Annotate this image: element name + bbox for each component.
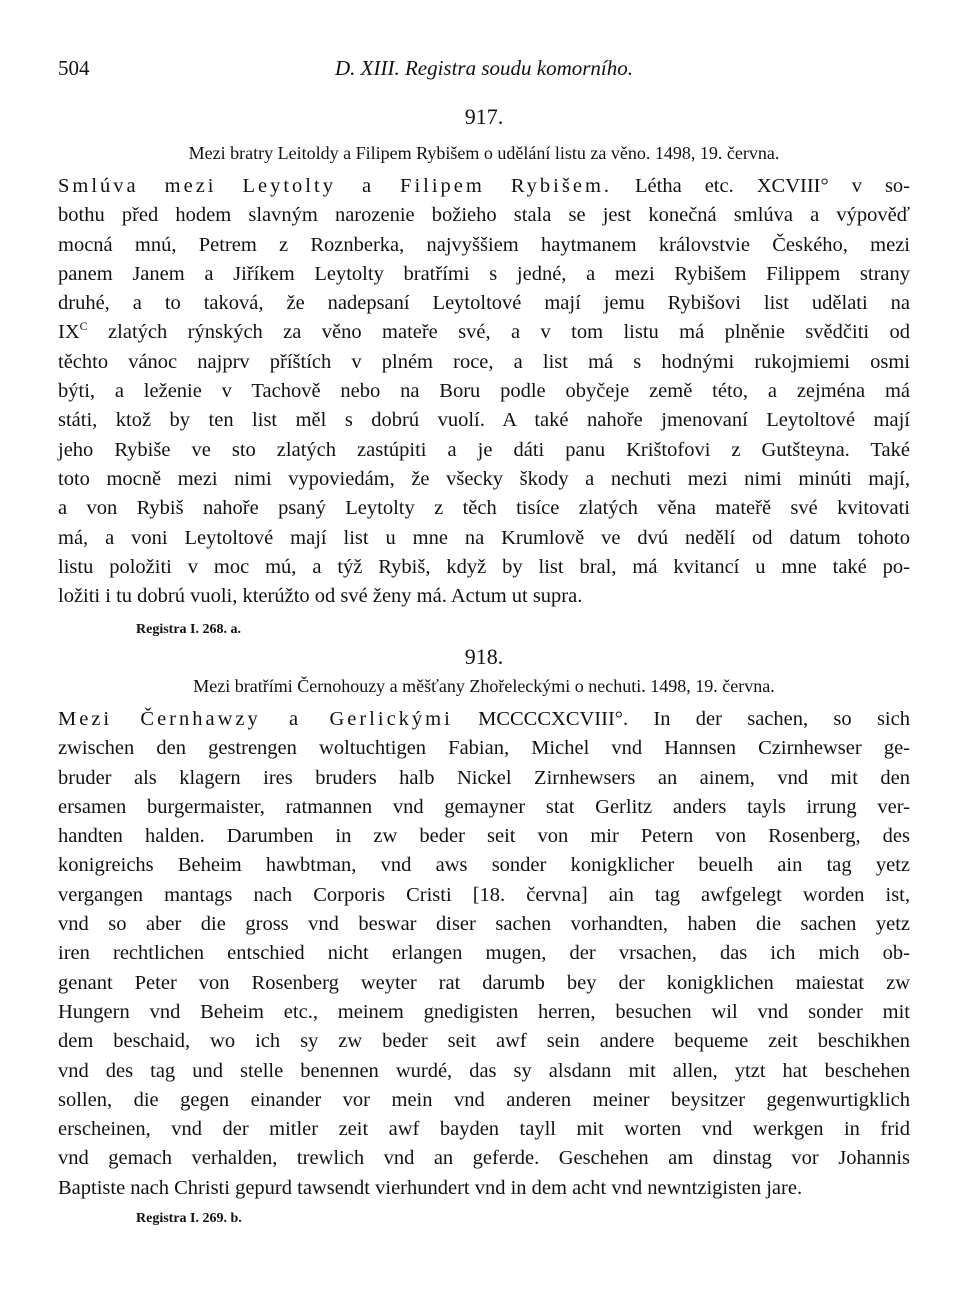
line-text: sollen, die gegen einander vor mein vnd anderen meiner beysitzer gegenwurtigklich xyxy=(58,1088,910,1111)
text-line xyxy=(58,465,910,494)
text-line xyxy=(58,318,910,347)
line-text: jeho Rybiše ve sto zlatých zastúpiti a je dáti panu Krištofovi z Gutšteyna. Také xyxy=(58,438,910,461)
text-line xyxy=(58,553,910,582)
text-line xyxy=(58,1086,910,1115)
line-text: IX xyxy=(58,321,80,344)
text-line xyxy=(58,436,910,465)
text-line xyxy=(58,201,910,230)
running-title: D. XIII. Registra soudu komorního. xyxy=(334,56,634,80)
line-text: bothu před hodem slavným narozenie božieho stala se jest konečná smlúva a výpověď xyxy=(58,204,910,227)
source-reference: Registra I. 268. a. xyxy=(136,622,241,637)
document-page xyxy=(58,0,910,1295)
text-line xyxy=(58,377,910,406)
entry-heading: Smlúva mezi Leytolty a Filipem Rybišem. xyxy=(58,175,613,197)
line-text: iren rechtlichen entschied nicht erlangen mugen, der vrsachen, das ich mich ob- xyxy=(58,942,910,965)
text-line xyxy=(58,881,910,910)
entry-body xyxy=(58,705,910,1203)
text-line xyxy=(58,406,910,435)
text-line xyxy=(58,260,910,289)
text-line xyxy=(58,998,910,1027)
entry-heading: Mezi Černhawzy a Gerlickými xyxy=(58,708,453,730)
line-text: panem Janem a Jiříkem Leytolty bratřími s jedné, a mezi Rybišem Filippem strany xyxy=(58,262,910,285)
line-text: druhé, a to taková, že nadepsaní Leytoltové mají jemu Rybišovi list udělati na xyxy=(58,292,910,315)
text-line xyxy=(58,348,910,377)
line-text: vnd so aber die gross vnd beswar diser sachen vorhandten, haben die sachen yetz xyxy=(58,913,910,936)
line-text: vnd des tag und stelle benennen wurdé, das sy alsdann mit allen, ytzt hat beschehen xyxy=(58,1059,910,1082)
text-line xyxy=(58,494,910,523)
source-reference: Registra I. 269. b. xyxy=(136,1211,242,1226)
line-text: těchto vánoc najprv příštích v plném roce, a list má s hodnými rukojmiemi osmi xyxy=(58,350,910,373)
entry-summary: Mezi bratřími Černohouzy a měšťany Zhořeleckými o nechuti. 1498, 19. června. xyxy=(193,676,775,696)
text-line xyxy=(58,1144,910,1173)
line-text: a von Rybiš nahoře psaný Leytolty z těch tisíce zlatých věna mateřě své kvitovati xyxy=(58,497,910,520)
text-line xyxy=(58,289,910,318)
text-line xyxy=(58,705,910,734)
line-text: konigreichs Beheim hawbtman, vnd aws sonder konigklicher beuelh ain tag yetz xyxy=(58,854,910,877)
text-line xyxy=(58,822,910,851)
text-line xyxy=(58,172,910,201)
text-line xyxy=(58,764,910,793)
line-text: Baptiste nach Christi gepurd tawsendt vierhundert vnd in dem acht vnd newntzigisten jare. xyxy=(58,1176,803,1199)
line-text: toto mocně mezi nimi vypoviedám, že všecky škody a nechuti mezi nimi minúti mají, xyxy=(58,467,910,490)
line-text: Hungern vnd Beheim etc., meinem gnedigisten herren, besuchen wil vnd sonder mit xyxy=(58,1000,910,1023)
entry-number: 918. xyxy=(464,644,504,669)
line-text: ersamen burgermaister, ratmannen vnd gemayner stat Gerlitz anders tayls irrung ver- xyxy=(58,795,910,818)
text-line xyxy=(58,1115,910,1144)
line-text: erscheinen, vnd der mitler zeit awf bayden tayll mit worten vnd werkgen in frid xyxy=(58,1118,910,1141)
text-line xyxy=(58,524,910,553)
text-line xyxy=(58,582,910,611)
text-line xyxy=(58,851,910,880)
entry-number: 917. xyxy=(464,104,504,129)
line-text: býti, a leženie v Tachově nebo na Boru podle obyčeje země této, a zejména má xyxy=(58,380,910,403)
line-text: dem beschaid, wo ich sy zw beder seit awf sein andere bequeme zeit beschikhen xyxy=(58,1030,910,1053)
line-text: MCCCCXCVIII°. In der sachen, so sich xyxy=(452,708,910,730)
text-line xyxy=(58,1057,910,1086)
line-text: mocná mnú, Petrem z Roznberka, najvyššiem haytmanem královstvie Českého, mezi xyxy=(58,233,910,256)
text-line xyxy=(58,939,910,968)
line-text: vergangen mantags nach Corporis Cristi [18. června] ain tag awfgelegt worden ist, xyxy=(58,883,910,906)
line-text: státi, ktož by ten list měl s dobrú vuolí. A také nahoře jmenovaní Leytoltové mají xyxy=(58,409,910,432)
text-line xyxy=(58,793,910,822)
line-text: bruder als klagern ires bruders halb Nickel Zirnhewsers an ainem, vnd mit den xyxy=(58,766,910,789)
text-line xyxy=(58,734,910,763)
line-text: genant Peter von Rosenberg weyter rat darumb bey der konigklichen maiestat zw xyxy=(58,971,910,994)
text-line xyxy=(58,1027,910,1056)
line-text: handten halden. Darumben in zw beder seit von mir Petern von Rosenberg, des xyxy=(58,825,910,848)
line-text: ložiti i tu dobrú vuoli, kterúžto od své ženy má. Actum ut supra. xyxy=(58,585,583,608)
line-text: má, a voni Leytoltové mají list u mne na Krumlově ve dvú nedělí od datum tohoto xyxy=(58,526,910,549)
entry-body xyxy=(58,172,910,611)
text-line xyxy=(58,969,910,998)
line-text: zlatých rýnských za věno mateře své, a v tom listu má plněnie svědčiti od xyxy=(87,321,910,344)
text-line xyxy=(58,1174,910,1203)
line-text: listu položiti v moc mú, a týž Rybiš, když by list bral, má kvitancí u mne také po- xyxy=(58,555,910,578)
line-text: Létha etc. XCVIII° v so- xyxy=(612,175,910,197)
superscript: C xyxy=(79,319,88,334)
entry-summary: Mezi bratry Leitoldy a Filipem Rybišem o udělání listu za věno. 1498, 19. června. xyxy=(188,143,780,163)
line-text: vnd gemach verhalden, trewlich vnd an geferde. Geschehen am dinstag vor Johannis xyxy=(58,1147,910,1170)
line-text: zwischen den gestrengen woltuchtigen Fabian, Michel vnd Hannsen Czirnhewser ge- xyxy=(58,737,910,760)
text-line xyxy=(58,231,910,260)
text-line xyxy=(58,910,910,939)
page-header xyxy=(58,56,910,84)
page-number: 504 xyxy=(58,56,90,80)
